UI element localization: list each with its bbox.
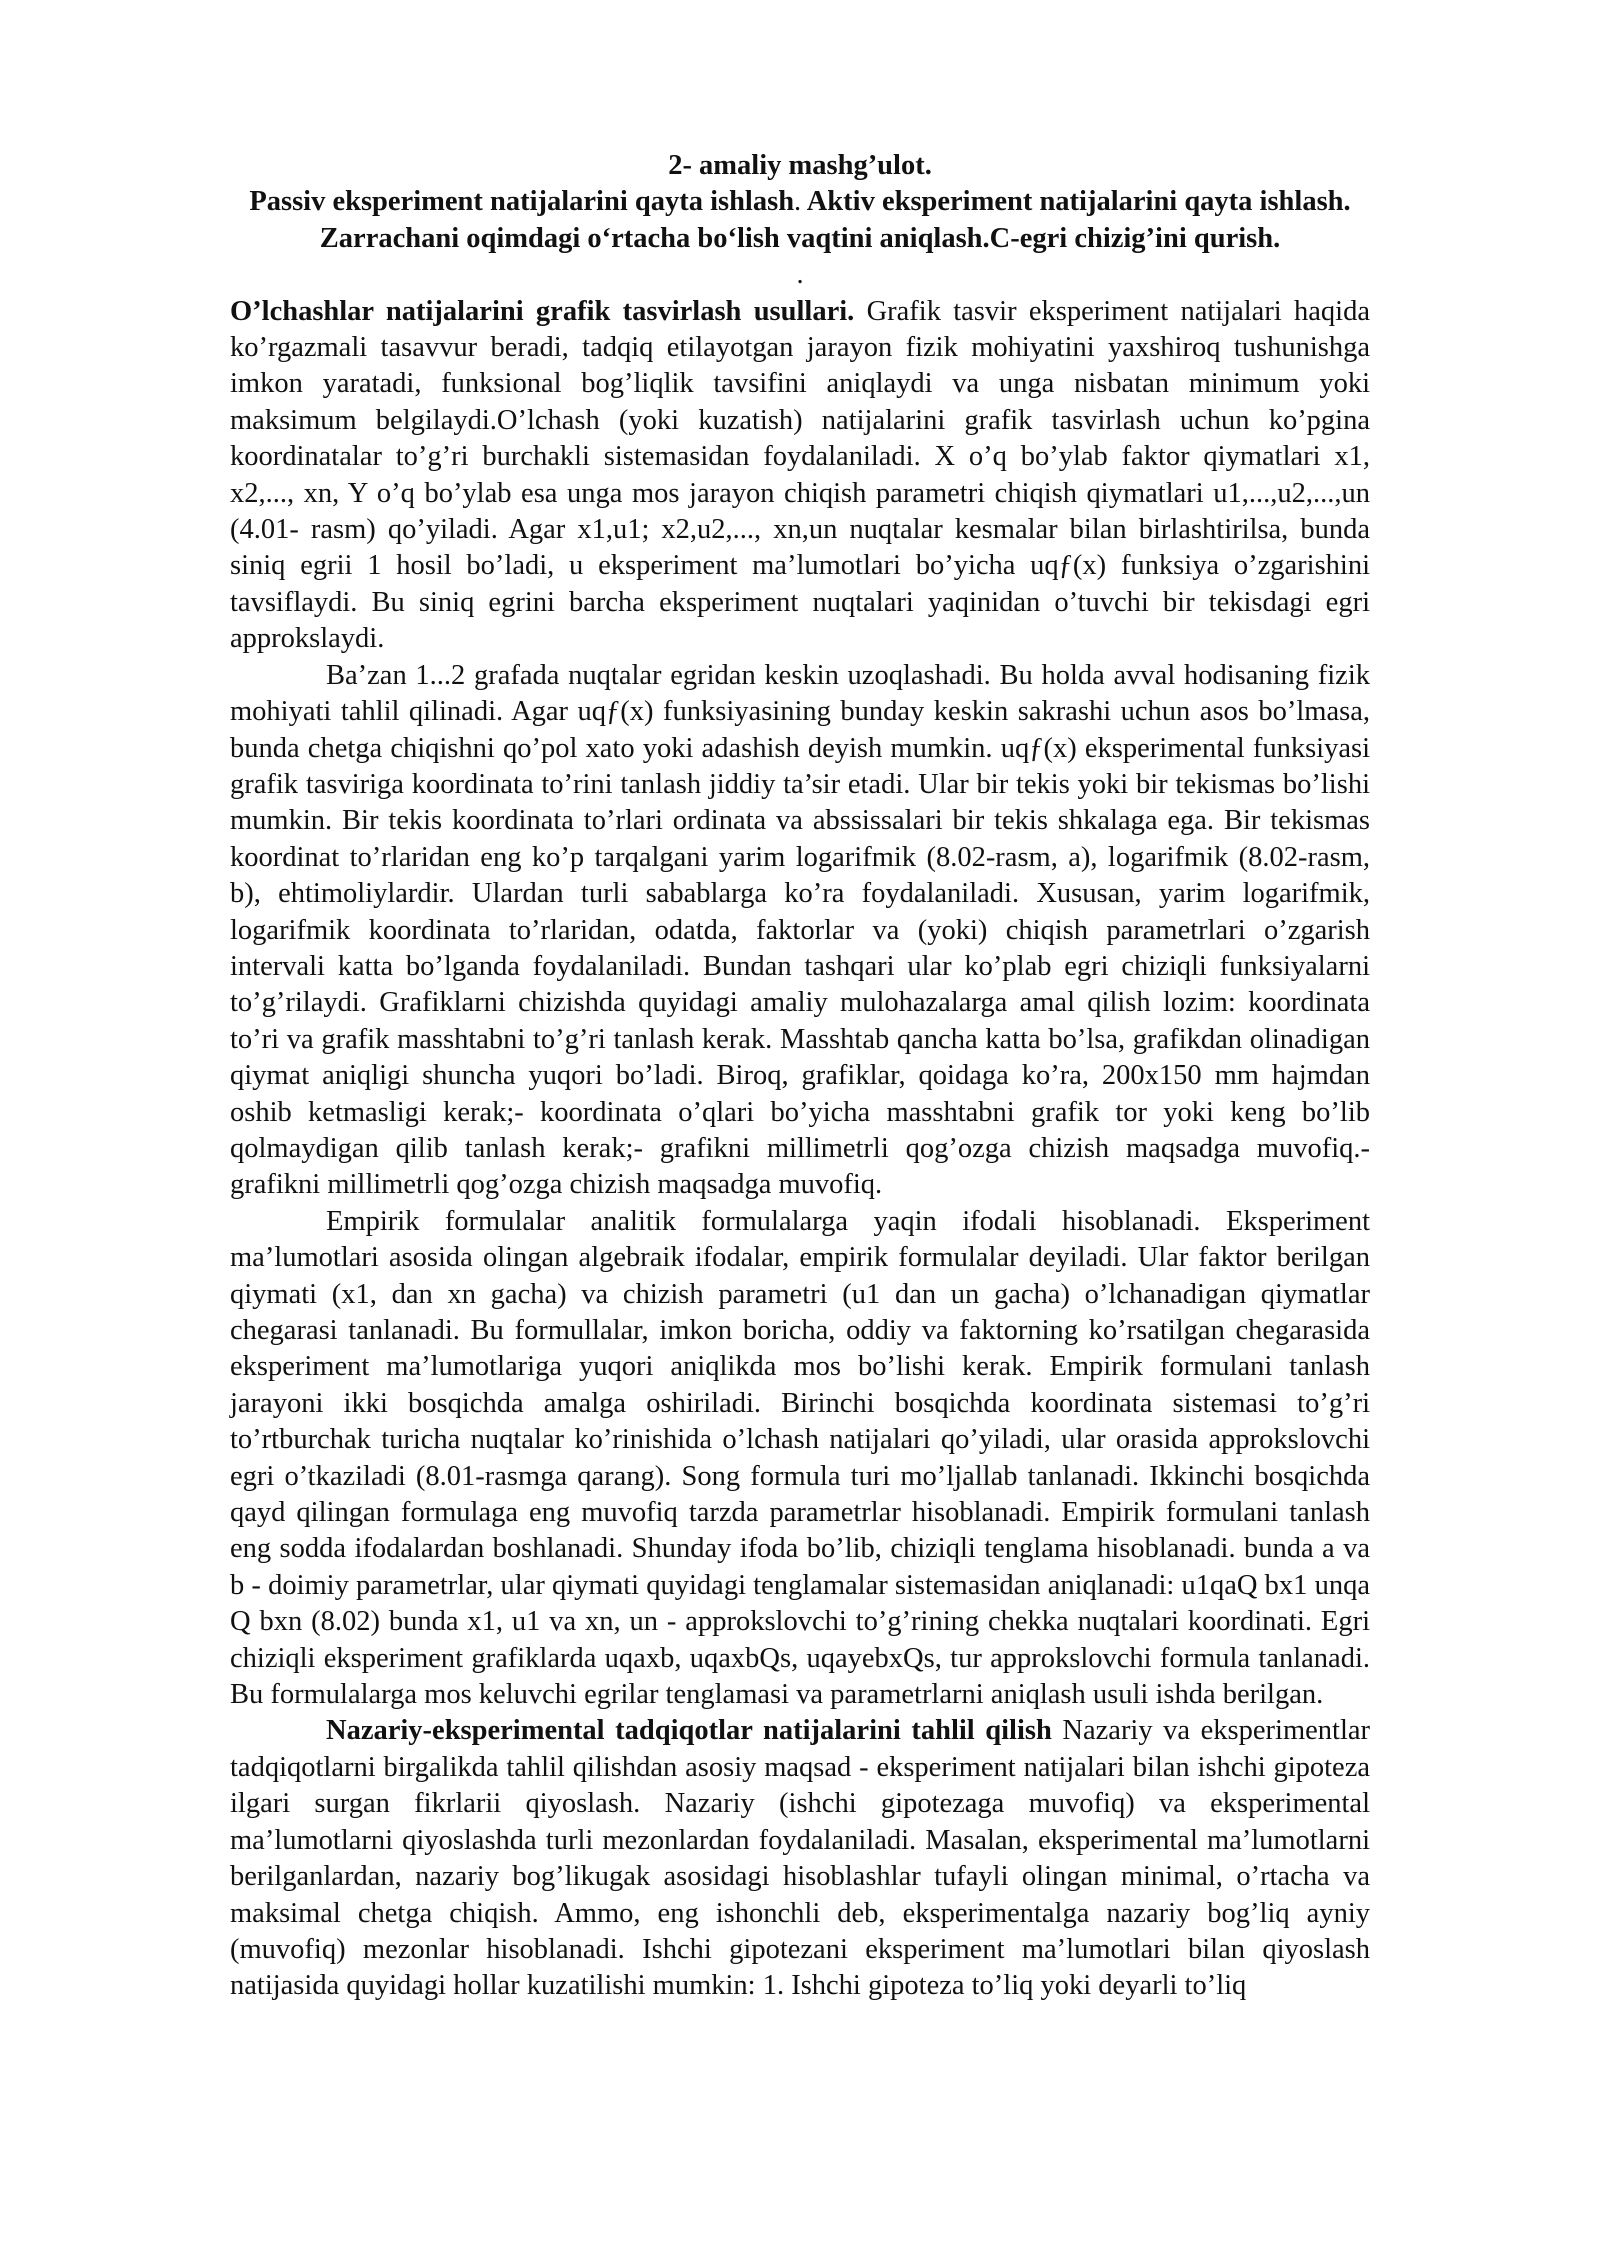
document-title: 2- amaliy mashg’ulot. [668,150,932,181]
paragraph-text: Nazariy va eksperimentlar tadqiqotlarni birgalikda tahlil qilishdan asosiy maqsad - eksperiment natijalari bilan ishchi gipoteza ilgari surgan fikrlarii qiyoslash. Nazariy (ishchi gipotezaga muvofiq) va eksperimental ma’lumotlarni qiyoslashda turli mezonlardan foydalaniladi. Masalan, eksperimental ma’lumotlarni berilganlardan, nazariy bog’likugak asosidagi hisoblashlar tufayli olingan minimal, o’rtacha va maksimal chetga chiqish. Ammo, eng ishonchli deb, eksperimentalga nazariy bog’liq ayniy (muvofiq) mezonlar hisoblanadi. Ishchi gipotezani eksperiment ma’lumotlari bilan qiyoslash natijasida quyidagi hollar kuzatilishi mumkin: 1. Ishchi gipoteza to’liq yoki deyarli to’liq [230,1715,1371,2002]
separator-dot: . [796,259,804,291]
document-page [230,148,1370,2005]
subtitle-dot: . [794,186,802,218]
paragraph-lead: O’lchashlar natijalarini grafik tasvirlash usullari. [230,295,855,327]
paragraph-empirical-formulas [230,1204,1370,1714]
paragraph-text: Empirik formulalar analitik formulalarga yaqin ifodali hisoblanadi. Eksperiment ma’lumotlari asosida olingan algebraik ifodalar, empirik formulalar deyiladi. Ular faktor berilgan qiymati (x1, dan xn gacha) va chizish parametri (u1 dan un gacha) o’lchanadigan qiymatlar chegarasi tanlanadi. Bu formullalar, imkon boricha, oddiy va faktorning ko’rsatilgan chegarasida eksperiment ma’lumotlariga yuqori aniqlikda mos bo’lishi kerak. Empirik formulani tanlash jarayoni ikki bosqichda amalga oshiriladi. Birinchi bosqichda koordinata sistemasi to’g’ri to’rtburchak turicha nuqtalar ko’rinishida o’lchash natijalari qo’yiladi, ular orasida approkslovchi egri o’tkaziladi (8.01-rasmga qarang). Song formula turi mo’ljallab tanlanadi. Ikkinchi bosqichda qayd qilingan formulaga eng muvofiq tarzda parametrlar hisoblanadi. Empirik formulani tanlash eng sodda ifodalardan boshlanadi. Shunday ifoda bo’lib, chiziqli tenglama hisoblanadi. bunda a va b - doimiy parametrlar, ular qiymati quyidagi tenglamalar sistemasidan aniqlanadi: u1qaQ bx1 unqa Q bxn (8.02) bunda x1, u1 va xn, un - approkslovchi to’g’rining chekka nuqtalari koordinati. Egri chiziqli eksperiment grafiklarda uqaxb, uqaxbQs, uqayebxQs, tur approkslovchi formula tanlanadi. Bu formulalarga mos keluvchi egrilar tenglamasi va parametrlarni aniqlash usuli ishda berilgan. [230,1205,1370,1711]
subtitle-part-1: Passiv eksperiment natijalarini qayta ishlash [249,186,795,218]
paragraph-coordinate-grids [230,658,1370,1204]
subtitle-part-2: Aktiv eksperiment natijalarini qayta ishlash. Zarrachani oqimdagi oʻrtacha boʻlish vaqtini aniqlash.C-egri chizig’ini qurish. [319,186,1351,254]
document-subtitle [230,184,1370,257]
paragraph-theoretical-analysis [230,1713,1370,2004]
paragraph-text: Ba’zan 1...2 grafada nuqtalar egridan keskin uzoqlashadi. Bu holda avval hodisaning fizik mohiyati tahlil qilinadi. Agar uqƒ(x) funksiyasining bunday keskin sakrashi uchun asos bo’lmasa, bunda chetga chiqishni qo’pol xato yoki adashish deyish mumkin. uqƒ(x) eksperimental funksiyasi grafik tasviriga koordinata to’rini tanlash jiddiy ta’sir etadi. Ular bir tekis yoki bir tekismas bo’lishi mumkin. Bir tekis koordinata to’rlari ordinata va abssissalari bir tekis shkalaga ega. Bir tekismas koordinat to’rlaridan eng ko’p tarqalgani yarim logarifmik (8.02-rasm, a), logarifmik (8.02-rasm, b), ehtimoliylardir. Ulardan turli sabablarga ko’ra foydalaniladi. Xususan, yarim logarifmik, logarifmik koordinata to’rlaridan, odatda, faktorlar va (yoki) chiqish parametrlari o’zgarish intervali katta bo’lganda foydalaniladi. Bundan tashqari ular ko’plab egri chiziqli funksiyalarni to’g’rilaydi. Grafiklarni chizishda quyidagi amaliy mulohazalarga amal qilish lozim: koordinata to’ri va grafik masshtabni to’g’ri tanlash kerak. Masshtab qancha katta bo’lsa, grafikdan olinadigan qiymat aniqligi shuncha yuqori bo’ladi. Biroq, grafiklar, qoidaga ko’ra, 200x150 mm hajmdan oshib ketmasligi kerak;- koordinata o’qlari bo’yicha masshtabni grafik tor yoki keng bo’lib qolmaydigan qilib tanlash kerak;- grafikni millimetrli qog’ozga chizish maqsadga muvofiq.- grafikni millimetrli qog’ozga chizish maqsadga muvofiq. [230,659,1370,1201]
paragraph-graphic-methods [230,294,1370,658]
paragraph-lead: Nazariy-eksperimental tadqiqotlar natijalarini tahlil qilish [326,1715,1052,1747]
paragraph-text: Grafik tasvir eksperiment natijalari haqida ko’rgazmali tasavvur beradi, tadqiq etilayotgan jarayon fizik mohiyatini yaxshiroq tushunishga imkon yaratadi, funksional bog’liqlik tavsifini aniqlaydi va unga nisbatan minimum yoki maksimum belgilaydi.O’lchash (yoki kuzatish) natijalarini grafik tasvirlash uchun ko’pgina koordinatalar to’g’ri burchakli sistemasidan foydalaniladi. X o’q bo’ylab faktor qiymatlari x1, x2,..., xn, Y o’q bo’ylab esa unga mos jarayon chiqish parametri chiqish qiymatlari u1,...,u2,...,un (4.01- rasm) qo’yiladi. Agar x1,u1; x2,u2,..., xn,un nuqtalar kesmalar bilan birlashtirilsa, bunda siniq egrii 1 hosil bo’ladi, u eksperiment ma’lumotlari bo’yicha uqƒ(x) funksiya o’zgarishini tavsiflaydi. Bu siniq egrini barcha eksperiment nuqtalari yaqinidan o’tuvchi bir tekisdagi egri approkslaydi. [230,295,1370,655]
